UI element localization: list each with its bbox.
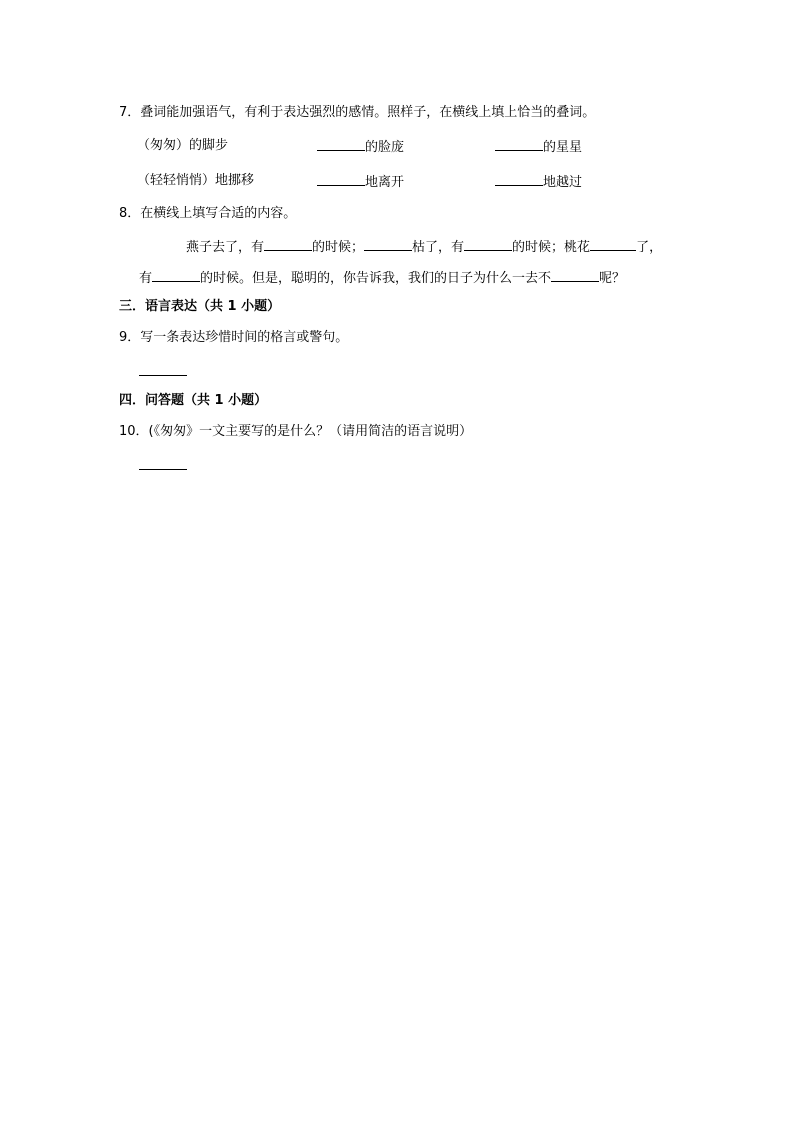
q7-row2-item3: 地越过 — [495, 172, 582, 192]
answer-blank[interactable] — [495, 172, 543, 186]
q7-row2-item2: 地离开 — [317, 172, 404, 192]
answer-blank[interactable] — [464, 237, 512, 251]
q8-line1: 燕子去了，有 的时候； 枯了，有 的时候；桃花 了， — [186, 237, 662, 257]
q7-row1-item2: 的脸庞 — [317, 137, 404, 157]
question-8-stem: 8．在横线上填写合适的内容。 — [119, 206, 297, 221]
question-10-stem: 10．(《匆匆》一文主要写的是什么？（请用简洁的语言说明） — [119, 424, 473, 439]
section-3-heading: 三．语言表达（共 1 小题） — [119, 299, 281, 314]
answer-blank[interactable] — [495, 137, 543, 151]
q9-answer-line — [139, 362, 187, 382]
question-9-stem: 9．写一条表达珍惜时间的格言或警句。 — [119, 330, 349, 345]
q8-line2: 有 的时候。但是，聪明的，你告诉我，我们的日子为什么一去不 呢？ — [139, 268, 625, 288]
question-7-stem: 7．叠词能加强语气，有利于表达强烈的感情。照样子，在横线上填上恰当的叠词。 — [119, 105, 596, 120]
answer-blank[interactable] — [139, 456, 187, 470]
q7-row1-item3: 的星星 — [495, 137, 582, 157]
answer-blank[interactable] — [317, 172, 365, 186]
q10-answer-line — [139, 456, 187, 476]
answer-blank[interactable] — [152, 268, 200, 282]
answer-blank[interactable] — [551, 268, 599, 282]
answer-blank[interactable] — [139, 362, 187, 376]
q7-row2-example: （轻轻悄悄）地挪移 — [137, 173, 255, 188]
answer-blank[interactable] — [364, 237, 412, 251]
answer-blank[interactable] — [590, 237, 636, 251]
section-4-heading: 四．问答题（共 1 小题） — [119, 393, 268, 408]
answer-blank[interactable] — [317, 137, 365, 151]
answer-blank[interactable] — [264, 237, 312, 251]
q7-row1-example: （匆匆）的脚步 — [137, 138, 229, 153]
